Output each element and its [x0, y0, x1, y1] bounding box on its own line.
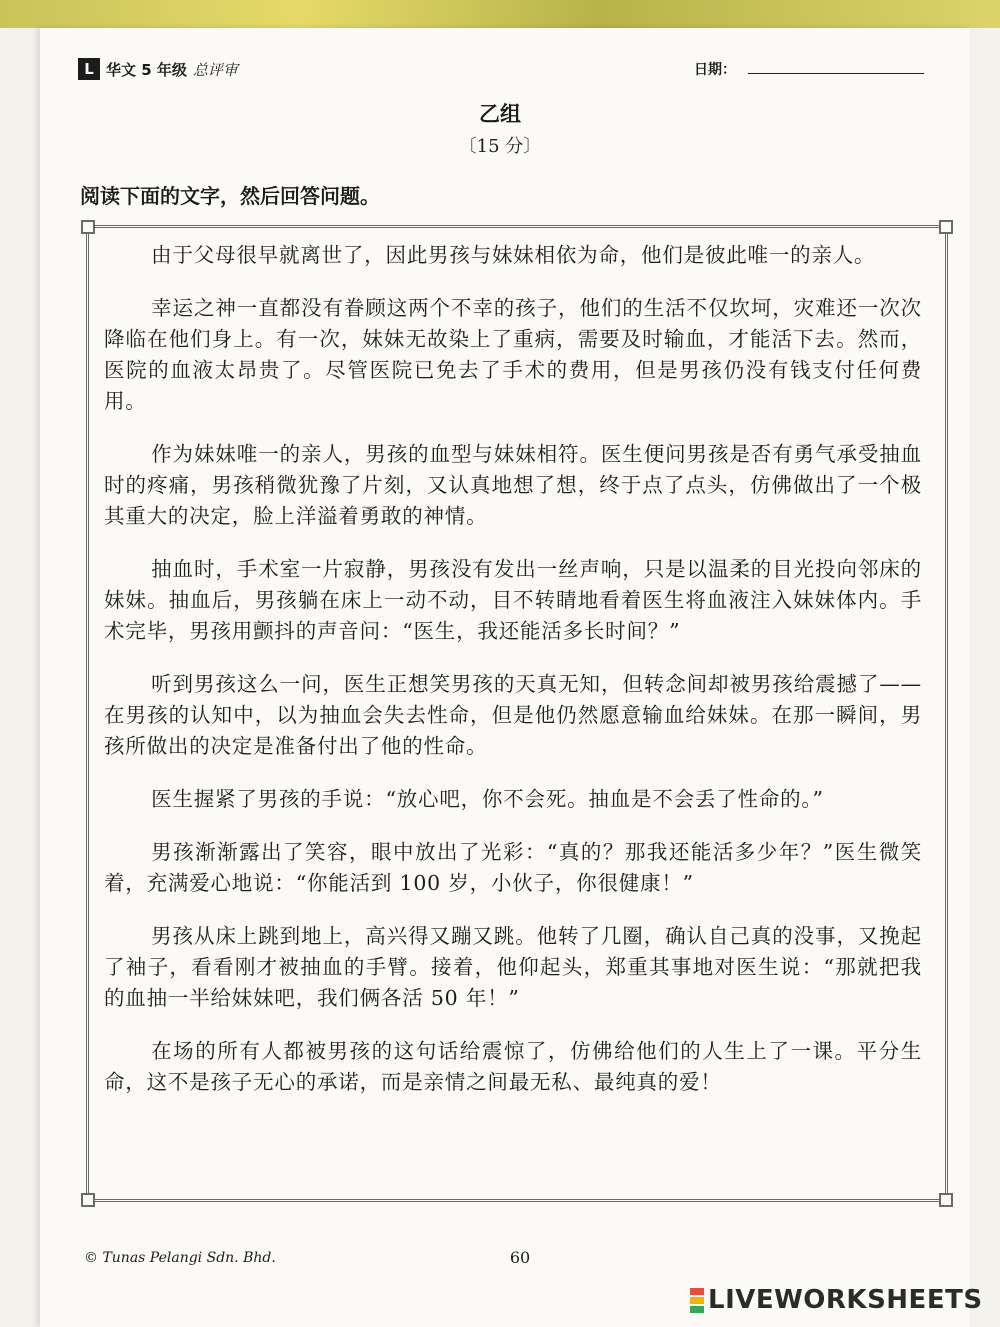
frame-corner-ornament	[939, 1193, 953, 1207]
frame-corner-ornament	[939, 220, 953, 234]
page-number: 60	[509, 1248, 531, 1267]
story-paragraph: 幸运之神一直都没有眷顾这两个不幸的孩子，他们的生活不仅坎坷，灾难还一次次降临在他们身上。有一次，妹妹无故染上了重病，需要及时输血，才能活下去。然而，医院的血液太昂贵了。尽管医院已免去了手术的费用，但是男孩仍没有钱支付任何费用。	[104, 296, 922, 413]
story-text	[104, 240, 922, 1120]
reading-instruction: 阅读下面的文字，然后回答问题。	[80, 184, 380, 208]
frame-corner-ornament	[81, 220, 95, 234]
story-paragraph: 男孩渐渐露出了笑容，眼中放出了光彩：“真的？那我还能活多少年？”医生微笑着，充满爱心地说：“你能活到 100 岁，小伙子，你很健康！”	[104, 840, 922, 895]
book-title-text: 华文 5 年级	[106, 61, 187, 79]
story-paragraph: 抽血时，手术室一片寂静，男孩没有发出一丝声响，只是以温柔的目光投向邻床的妹妹。抽血后，男孩躺在床上一动不动，目不转睛地看着医生将血液注入妹妹体内。手术完毕，男孩用颤抖的声音问：“医生，我还能活多长时间？”	[104, 557, 922, 643]
story-paragraph: 由于父母很早就离世了，因此男孩与妹妹相依为命，他们是彼此唯一的亲人。	[151, 243, 876, 267]
watermark-text: LIVEWORKSHEETS	[708, 1285, 983, 1315]
logo-bar	[690, 1288, 704, 1295]
story-paragraph: 听到男孩这么一问，医生正想笑男孩的天真无知，但转念间却被男孩给震撼了——在男孩的认知中，以为抽血会失去性命，但是他仍然愿意输血给妹妹。在那一瞬间，男孩所做出的决定是准备付出了他的性命。	[104, 672, 922, 758]
frame-corner-ornament	[81, 1193, 95, 1207]
background-top-strip	[0, 0, 1000, 28]
section-score: 〔15 分〕	[458, 136, 542, 157]
story-paragraph: 作为妹妹唯一的亲人，男孩的血型与妹妹相符。医生便问男孩是否有勇气承受抽血时的疼痛，男孩稍微犹豫了片刻，又认真地想了想，终于点了点头，仿佛做出了一个极其重大的决定，脸上洋溢着勇敢的神情。	[104, 442, 922, 528]
logo-bar	[690, 1297, 704, 1304]
story-paragraph: 男孩从床上跳到地上，高兴得又蹦又跳。他转了几圈，确认自己真的没事，又挽起了袖子，看看刚才被抽血的手臂。接着，他仰起头，郑重其事地对医生说：“那就把我的血抽一半给妹妹吧，我们俩各活 50 年！”	[104, 924, 922, 1010]
date-field-line[interactable]	[748, 73, 924, 74]
section-title: 乙组	[479, 102, 521, 126]
story-paragraph: 在场的所有人都被男孩的这句话给震惊了，仿佛给他们的人生上了一课。平分生命，这不是孩子无心的承诺，而是亲情之间最无私、最纯真的爱！	[104, 1039, 922, 1094]
book-tag: 总评审	[192, 61, 238, 79]
logo-bar	[690, 1306, 704, 1313]
story-paragraph: 医生握紧了男孩的手说：“放心吧，你不会死。抽血是不会丢了性命的。”	[151, 787, 824, 811]
liveworksheets-logo-icon	[690, 1287, 704, 1314]
publisher-logo-icon: L	[78, 58, 100, 80]
book-title	[106, 59, 238, 80]
liveworksheets-watermark	[690, 1285, 983, 1315]
date-label: 日期：	[694, 62, 736, 78]
copyright-notice: © Tunas Pelangi Sdn. Bhd.	[84, 1250, 276, 1266]
